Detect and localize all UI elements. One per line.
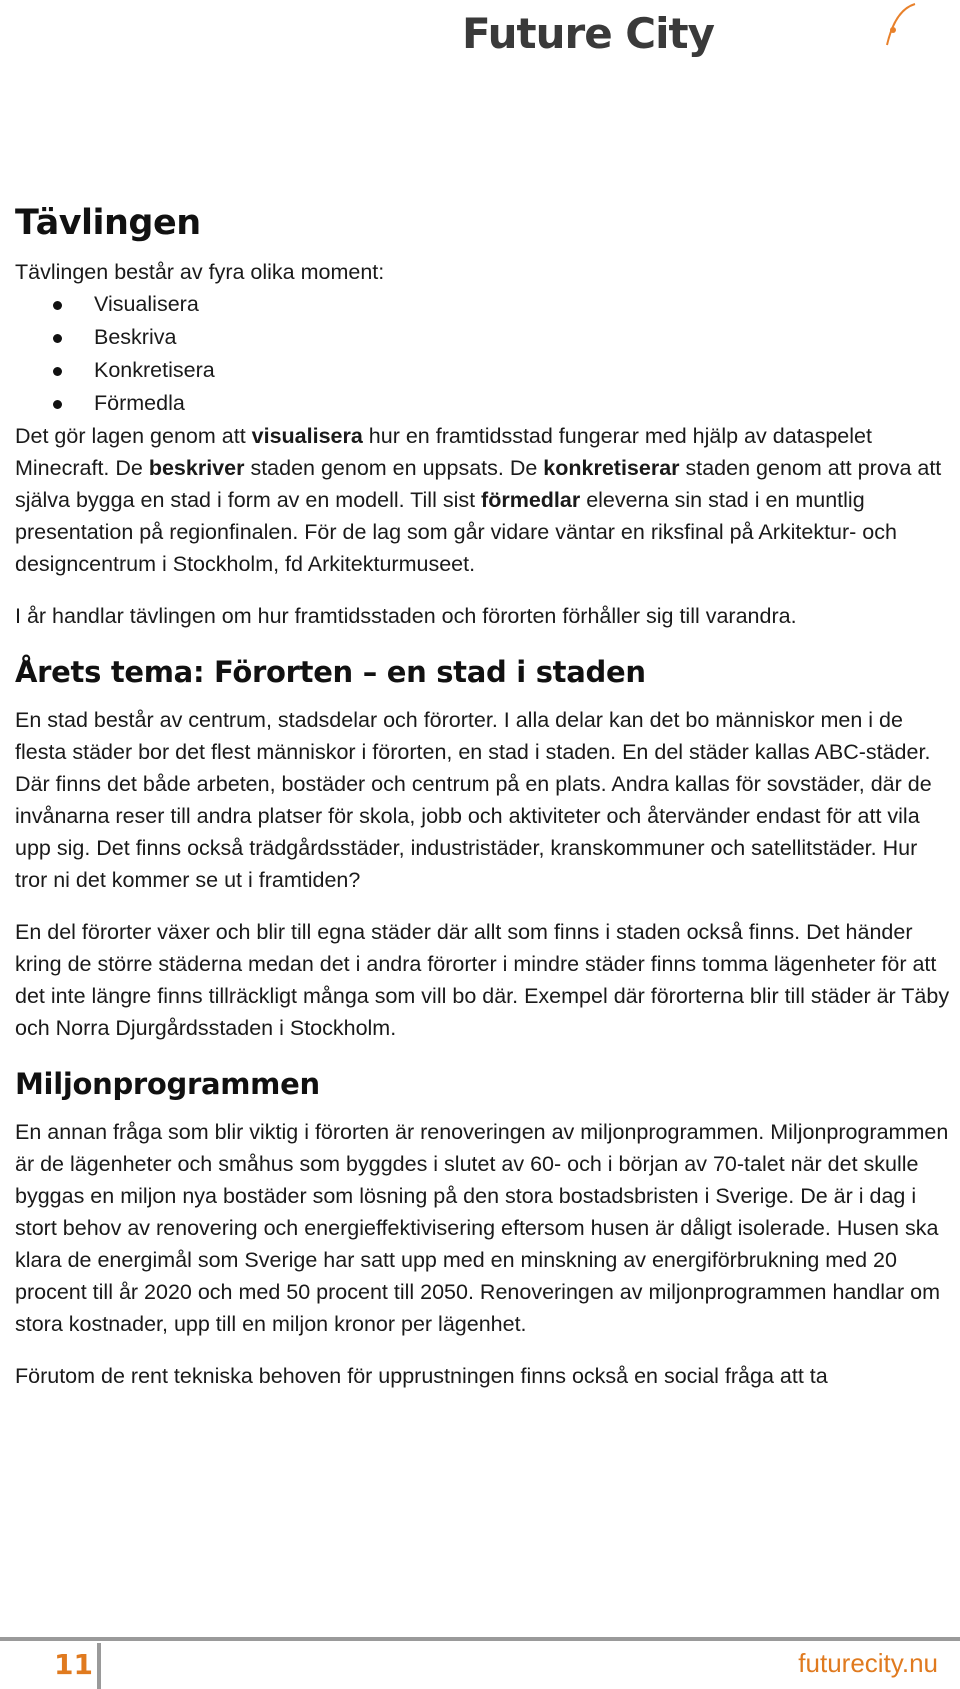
bold-term: konkretiserar [543,456,680,480]
bold-term: beskriver [148,456,245,480]
document-body [15,200,955,1392]
paragraph [15,420,955,580]
moment-list [15,288,955,420]
bold-term: visualisera [251,424,363,448]
text-run: Det gör lagen genom att [15,424,252,448]
list-item: Visualisera [15,288,955,321]
section-heading-tavlingen: Tävlingen [15,203,201,243]
logo-text: Future City [462,9,714,58]
text-run: hur en framtidsstad fungerar med hjälp av dataspelet Minecraft. De [15,424,872,480]
paragraph: En del förorter växer och blir till egna städer där allt som finns i staden också finns. Det händer kring de större städerna medan det i andra förorter i mindre städer finns tomma lägenheter för att det inte längre finns tillräckligt många som vill bo där. Exempel där förorterna blir till städer är Täby och Norra Djurgårdsstaden i Stockholm. [15,920,950,1040]
section-heading-miljonprogrammen: Miljonprogrammen [15,1067,320,1101]
footer-page-separator [97,1643,101,1689]
list-item: Konkretisera [15,354,955,387]
text-run: staden genom en uppsats. De [244,456,544,480]
paragraph: En stad består av centrum, stadsdelar och förorter. I alla delar kan det bo människor men i de flesta städer bor det flest människor i förorten, en stad i staden. En del städer kallas ABC-städer. Där finns det både arbeten, bostäder och centrum på en plats. Andra kallas för sovstäder, där de invånarna reser till andra platser för skola, jobb och aktiviteter och återvänder endast för att vila upp sig. Det finns också trädgårdsstäder, industristäder, kranskommuner och satellitstäder. Hur tror ni det kommer se ut i framtiden? [15,708,932,892]
paragraph: Förutom de rent tekniska behoven för upprustningen finns också en social fråga att ta [15,1364,828,1388]
list-item: Beskriva [15,321,955,354]
paragraph: En annan fråga som blir viktig i förorten är renoveringen av miljonprogrammen. Miljonprogrammen är de lägenheter och småhus som byggdes i slutet av 60- och i början av 70-talet när det skulle byggas en miljon nya bostäder som lösning på den stora bostadsbristen i Sverige. De är i dag i stort behov av renovering och energieffektivisering eftersom husen är dåligt isolerade. Husen ska klara de energimål som Sverige har satt upp med en minskning av energiförbrukning med 20 procent till år 2020 och med 50 procent till 2050. Renoveringen av miljonprogrammen handlar om stora kostnader, upp till en miljon kronor per lägenhet. [15,1120,949,1336]
text-run: eleverna sin stad i en muntlig presentation på regionfinalen. För de lag som går vidare väntar en riksfinal på Arkitektur- och designcentrum i Stockholm, fd Arkitekturmuseet. [15,488,897,576]
intro-text: Tävlingen består av fyra olika moment: [15,260,385,284]
header-logo [440,0,960,70]
footer-divider [0,1637,960,1641]
paragraph: I år handlar tävlingen om hur framtidsstaden och förorten förhåller sig till varandra. [15,604,797,628]
page-number: 11 [54,1648,93,1681]
city-skyline-icon [885,0,960,62]
list-item: Förmedla [15,387,955,420]
bold-term: förmedlar [481,488,581,512]
section-heading-tema: Årets tema: Förorten – en stad i staden [15,655,646,689]
text-run: staden genom att prova att själva bygga en stad i form av en modell. Till sist [15,456,942,512]
footer-website: futurecity.nu [798,1648,938,1678]
